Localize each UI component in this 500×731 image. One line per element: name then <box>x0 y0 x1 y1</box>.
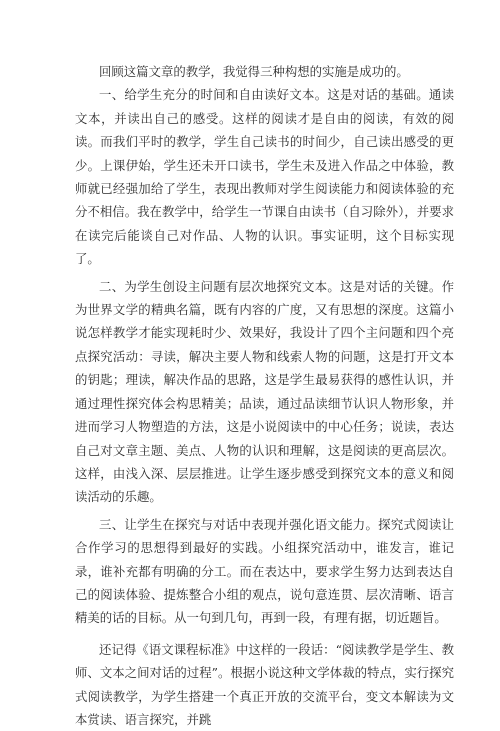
paragraph-curriculum-standard: 还记得《语文课程标准》中这样的一段话：“阅读教学是学生、教师、文本之间对话的过程”。根据小说这种文学体裁的特点，实行探究式阅读教学，为学生搭建一个真正开放的交流平台，变文本解读为文本赏读、语言探究，并跳 <box>75 641 454 727</box>
intro-paragraph: 回顾这篇文章的教学，我觉得三种构想的实施是成功的。 <box>99 64 409 79</box>
paragraph-point-two: 二、为学生创设主问题有层次地探究文本。这是对话的关键。作为世界文学的精典名篇，既有内容的广度，又有思想的深度。这篇小说怎样教学才能实现耗时少、效果好，我设计了四个主问题和四个亮点探究活动：寻读，解决主要人物和线索人物的问题，这是打开文本的钥匙；理读，解决作品的思路，这是学生最易获得的感性认识，并通过理性探究体会构思精美；品读，通过品读细节认识人物形象，并进而学习人物塑造的方法，这是小说阅读中的中心任务；说读，表达自己对文章主题、美点、人物的认识和理解，这是阅读的更高层次。这样，由浅入深、层层推进。让学生逐步感受到探究文本的意义和阅读活动的乐趣。 <box>75 278 454 505</box>
paragraph-point-one: 一、给学生充分的时间和自由读好文本。这是对话的基础。通读文本，并读出自己的感受。这样的阅读才是自由的阅读，有效的阅读。而我们平时的教学，学生自己读书的时间少，自己读出感受的更少。上课伊始，学生还未开口读书，学生未及进入作品之中体验，教师就已经强加给了学生，表现出教师对学生阅读能力和阅读体验的充分不相信。我在教学中，给学生一节课自由读书（自习除外），并要求在读完后能谈自己对作品、人物的认识。事实证明，这个目标实现了。 <box>75 87 454 267</box>
paragraph-point-three: 三、让学生在探究与对话中表现并强化语文能力。探究式阅读让合作学习的思想得到最好的实践。小组探究活动中，谁发言，谁记录，谁补充都有明确的分工。而在表达中，要求学生努力达到表达自己的阅读体验、提炼整合小组的观点，说句意连贯、层次清晰、语言精美的话的目标。从一句到几句，再到一段，有理有据，切近题旨。 <box>75 516 454 626</box>
